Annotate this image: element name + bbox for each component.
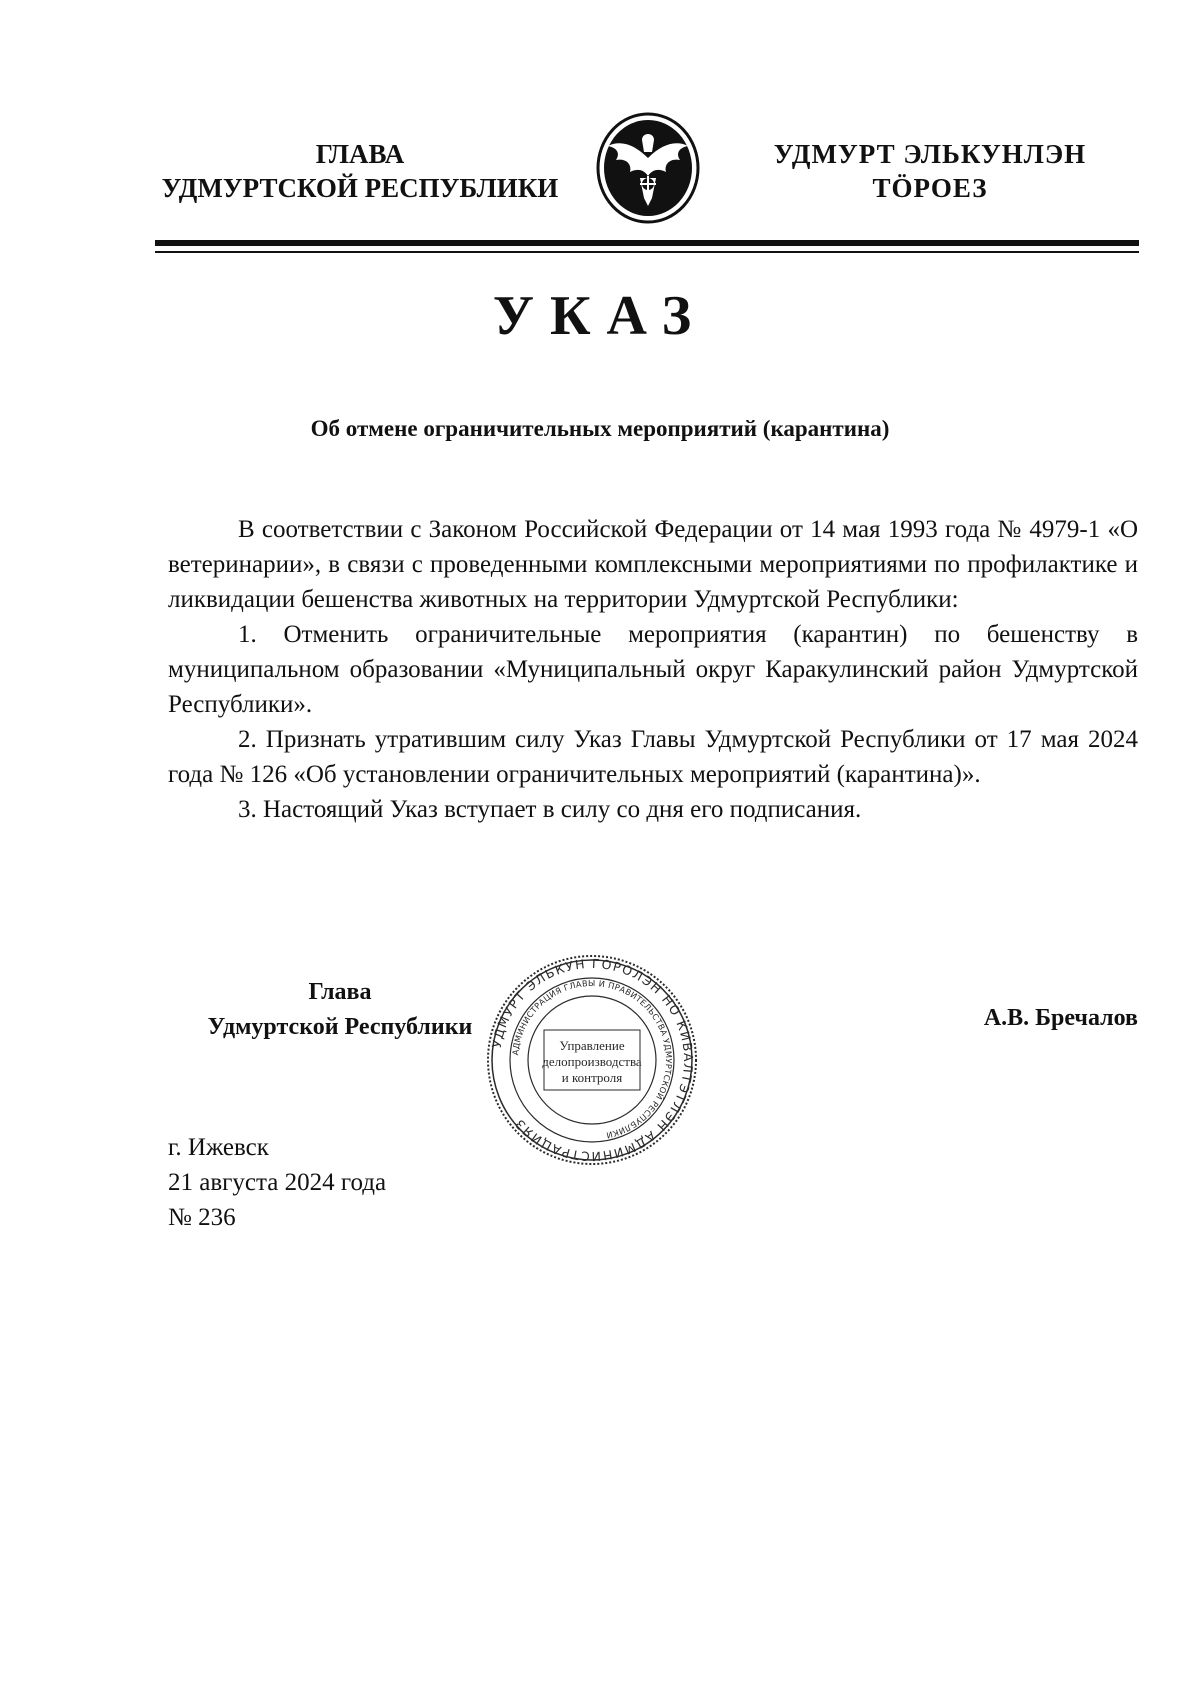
- seal-center-line1: Управление: [559, 1038, 625, 1053]
- preamble-paragraph: В соответствии с Законом Российской Федерации от 14 мая 1993 года № 4979-1 «О ветеринарии», в связи с проведенными комплексными мероприятиями по профилактике и ликвидации бешенства животных на территории Удмуртской Республики:: [168, 516, 1138, 613]
- seal-outer-text: УДМУРТ ЭЛЬКУН ГОРОЛЭН НО КИВАЛТЭТЛЭН АДМИНИСТРАЦИЯЗ: [488, 955, 697, 1165]
- header-rule-thin: [155, 251, 1139, 253]
- clause-3: 3. Настоящий Указ вступает в силу со дня его подписания.: [238, 796, 862, 823]
- signatory-name: А.В. Бречалов: [983, 1005, 1138, 1031]
- document-type-title: УКАЗ: [492, 285, 708, 347]
- clause-2: 2. Признать утратившим силу Указ Главы Удмуртской Республики от 17 мая 2024 года № 126 «Об установлении ограничительных мероприятий (карантина)».: [168, 726, 1138, 788]
- issue-city: г. Ижевск: [168, 1134, 269, 1161]
- header-rule-thick: [155, 240, 1139, 246]
- signatory-position-line1: Глава: [308, 979, 372, 1005]
- decree-subject: Об отмене ограничительных мероприятий (карантина): [310, 416, 890, 441]
- seal-center-line2: делопроизводства: [542, 1054, 642, 1069]
- decree-body: [168, 512, 1138, 827]
- udmurt-coat-of-arms-icon: [590, 110, 706, 226]
- seal-inner-text: АДМИНИСТРАЦИЯ ГЛАВЫ И ПРАВИТЕЛЬСТВА УДМУРТСКОЙ РЕСПУБЛИКИ: [510, 977, 675, 1141]
- issuer-header-udm: [760, 137, 1100, 205]
- place-date-number: [168, 1130, 568, 1235]
- signatory-position-line2: Удмуртской Республики: [207, 1014, 473, 1040]
- issuer-title-udm: ТӦРОЕЗ: [872, 173, 988, 203]
- issuer-header-ru: [140, 137, 580, 205]
- issue-date: 21 августа 2024 года: [168, 1169, 387, 1196]
- seal-center-line3: и контроля: [561, 1070, 623, 1085]
- signatory-position: [170, 975, 510, 1045]
- issuer-title-ru: ГЛАВА: [315, 139, 405, 169]
- clause-1: 1. Отменить ограничительные мероприятия (карантин) по бешенству в муниципальном образовании «Муниципальный округ Каракулинский район Удмуртской Республики».: [168, 621, 1138, 718]
- decree-number: № 236: [168, 1204, 236, 1231]
- issuer-republic-udm: УДМУРТ ЭЛЬКУНЛЭН: [773, 139, 1087, 169]
- issuer-republic-ru: УДМУРТСКОЙ РЕСПУБЛИКИ: [161, 173, 559, 203]
